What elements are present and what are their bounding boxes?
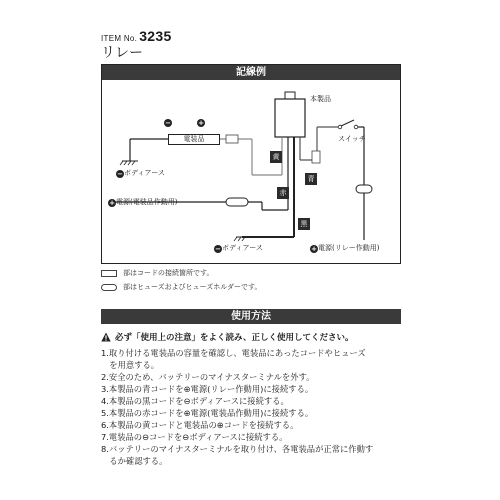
wire-blue-tag: 青 [305,173,317,185]
switch-label: スイッチ [338,135,366,143]
load-box: 電装品 [168,134,220,145]
page-title: リレー [101,45,143,61]
step-line: 2.安全のため、バッテリーのマイナスターミナルを外す。 [101,372,315,382]
minus-icon: − [215,245,221,253]
warning-line: 必ず「使用上の注意」をよく読み、正しく使用してください。 [101,331,354,343]
fuse-marker-icon [101,284,117,291]
power-relay-label: +電源(リレー作動用) [311,244,380,253]
wire-red-tag: 赤 [277,187,289,199]
wire-yellow-tag: 黄 [270,151,282,163]
step-line: を用意する。 [101,360,160,370]
warning-icon [101,332,111,342]
power-load-label: +電源(電装品作動用) [109,198,178,207]
step-line: 5.本製品の赤コードを⊕電源(電装品作動用)に接続する。 [101,408,314,418]
plus-icon: + [109,199,115,207]
connection-marker-icon [101,270,117,277]
body-earth-bottom: −ボディアース [215,244,263,253]
step-line: 4.本製品の黒コードを⊖ボディアースに接続する。 [101,396,289,406]
usage-steps [101,347,406,467]
wiring-lines [102,65,402,265]
legend-connection: 部はコードの接続箇所です。 [101,268,213,278]
step-line: るか確認する。 [101,456,168,466]
product-label: 本製品 [310,95,331,103]
legend-fuse: 部はヒューズおよびヒューズホルダーです。 [101,282,261,292]
item-number-value: 3235 [139,28,172,44]
load-minus-symbol: − [165,119,171,127]
relay-body [275,99,305,137]
step-line: 7.電装品の⊖コードを⊖ボディアースに接続する。 [101,432,288,442]
wiring-diagram [101,64,401,264]
body-earth-left: −ボディアース [117,169,165,178]
plus-icon: + [311,245,317,253]
wire-black-tag: 黒 [298,218,310,230]
diagram-title: 記線例 [102,65,400,80]
usage-title: 使用方法 [101,309,401,324]
step-line: 6.本製品の黄コードと電装品の⊕コードを接続する。 [101,420,299,430]
minus-icon: − [117,170,123,178]
step-line: 1.取り付ける電装品の容量を確認し、電装品にあったコードやヒューズ [101,348,366,358]
step-line: 3.本製品の青コードを⊕電源(リレー作動用)に接続する。 [101,384,314,394]
step-line: 8.バッテリーのマイナスターミナルを取り付け、各電装品が正常に作動す [101,444,374,454]
item-number-label: ITEM No. [101,34,138,43]
load-plus-symbol: + [198,119,204,127]
